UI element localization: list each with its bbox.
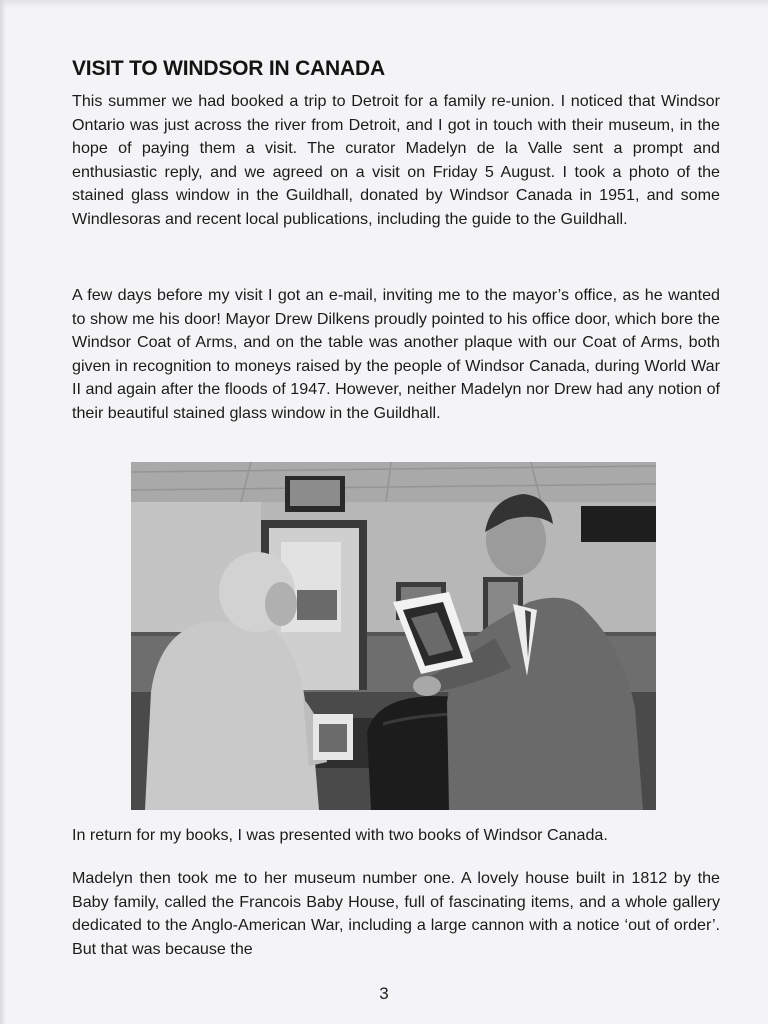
scan-shadow-left xyxy=(0,0,6,1024)
paragraph-books-exchange: In return for my books, I was presented with two books of Windsor Canada. xyxy=(72,826,608,844)
photo-illustration xyxy=(131,462,656,810)
paragraph-mayor-office: A few days before my visit I got an e-mail, inviting me to the mayor’s office, as he wanted to show me his door! Mayor Drew Dilkens proudly pointed to his office door, which bore the Windsor Coat of Arms, and on the table was another plaque with our Coat of Arms, both given in recognition to moneys raised by the people of Windsor Canada, during World War II and again after the floods of 1947. However, neither Madelyn nor Drew had any notion of their beautiful stained glass window in the Guildhall. xyxy=(72,286,720,422)
scan-shadow-top xyxy=(0,0,768,8)
paragraph-museum-visit: Madelyn then took me to her museum number one. A lovely house built in 1812 by the Baby family, called the Francois Baby House, full of fascinating items, and a whole gallery dedicated to the Anglo-American War, including a large cannon with a notice ‘out of order’. But that was because the xyxy=(72,869,720,958)
article-heading: VISIT TO WINDSOR IN CANADA xyxy=(72,57,385,80)
photo-mayor-with-visitor xyxy=(131,462,656,810)
page-number: 3 xyxy=(379,984,389,1003)
paragraph-trip: This summer we had booked a trip to Detroit for a family re-union. I noticed that Windsor Ontario was just across the river from Detroit, and I got in touch with their museum, in the hope of paying them a visit. The curator Madelyn de la Valle sent a prompt and enthusiastic reply, and we agreed on a visit on Friday 5 August. I took a photo of the stained glass window in the Guildhall, donated by Windsor Canada in 1951, and some Windlesoras and recent local publications, including the guide to the Guildhall. xyxy=(72,92,720,228)
